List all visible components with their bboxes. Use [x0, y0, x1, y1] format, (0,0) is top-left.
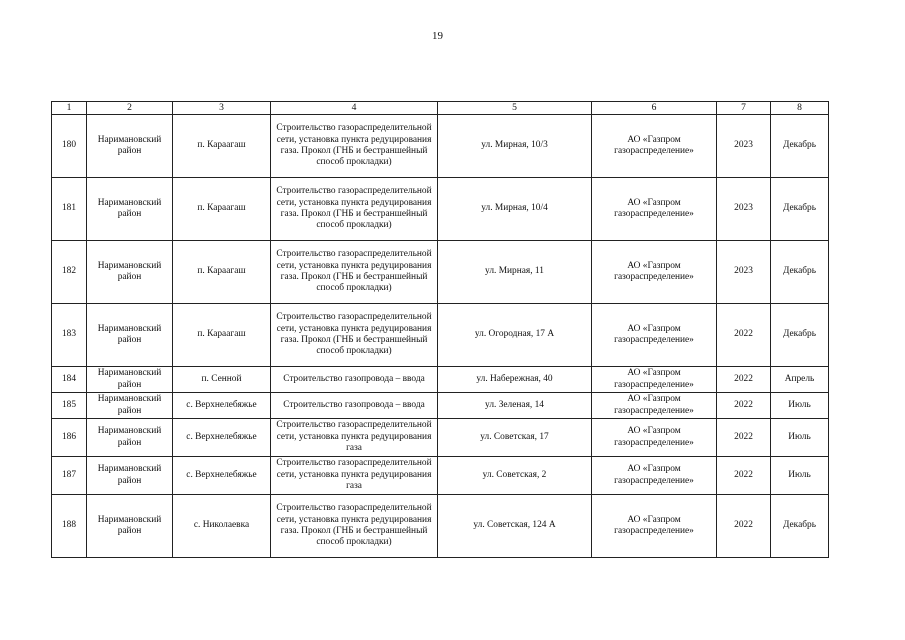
- address-cell: ул. Зеленая, 14: [438, 393, 592, 419]
- month-cell: Декабрь: [771, 178, 829, 241]
- locality-cell: п. Караагаш: [173, 115, 271, 178]
- address-cell: ул. Мирная, 10/4: [438, 178, 592, 241]
- organization-cell: АО «Газпром газораспределение»: [592, 419, 717, 457]
- year-cell: 2023: [717, 178, 771, 241]
- work-type-cell: Строительство газораспределительной сети, установка пункта редуцирования газа. Прокол (ГНБ и бестраншейный способ прокладки): [271, 495, 438, 558]
- work-type-cell: Строительство газораспределительной сети, установка пункта редуцирования газа. Прокол (ГНБ и бестраншейный способ прокладки): [271, 304, 438, 367]
- month-cell: Декабрь: [771, 495, 829, 558]
- year-cell: 2022: [717, 367, 771, 393]
- table-row: [52, 419, 829, 457]
- locality-cell: с. Верхнелебяжье: [173, 419, 271, 457]
- organization-cell: АО «Газпром газораспределение»: [592, 178, 717, 241]
- locality-cell: с. Николаевка: [173, 495, 271, 558]
- work-type-cell: Строительство газопровода – ввода: [271, 393, 438, 419]
- year-cell: 2022: [717, 393, 771, 419]
- organization-cell: АО «Газпром газораспределение»: [592, 115, 717, 178]
- month-cell: Декабрь: [771, 304, 829, 367]
- year-cell: 2022: [717, 495, 771, 558]
- work-type-cell: Строительство газораспределительной сети, установка пункта редуцирования газа. Прокол (ГНБ и бестраншейный способ прокладки): [271, 241, 438, 304]
- locality-cell: с. Верхнелебяжье: [173, 393, 271, 419]
- table-row: [52, 393, 829, 419]
- work-type-cell: Строительство газопровода – ввода: [271, 367, 438, 393]
- address-cell: ул. Советская, 124 А: [438, 495, 592, 558]
- work-type-cell: Строительство газораспределительной сети, установка пункта редуцирования газа: [271, 419, 438, 457]
- month-cell: Июль: [771, 419, 829, 457]
- header-cell-7: 7: [717, 102, 771, 115]
- table-row: [52, 241, 829, 304]
- district-cell: Наримановский район: [87, 367, 173, 393]
- table-row: [52, 178, 829, 241]
- organization-cell: АО «Газпром газораспределение»: [592, 304, 717, 367]
- address-cell: ул. Советская, 17: [438, 419, 592, 457]
- header-cell-6: 6: [592, 102, 717, 115]
- table-row: [52, 304, 829, 367]
- district-cell: Наримановский район: [87, 457, 173, 495]
- month-cell: Июль: [771, 457, 829, 495]
- row-number-cell: 182: [52, 241, 87, 304]
- work-type-cell: Строительство газораспределительной сети, установка пункта редуцирования газа. Прокол (ГНБ и бестраншейный способ прокладки): [271, 178, 438, 241]
- row-number-cell: 183: [52, 304, 87, 367]
- organization-cell: АО «Газпром газораспределение»: [592, 367, 717, 393]
- header-cell-1: 1: [52, 102, 87, 115]
- month-cell: Апрель: [771, 367, 829, 393]
- organization-cell: АО «Газпром газораспределение»: [592, 241, 717, 304]
- year-cell: 2022: [717, 419, 771, 457]
- page-number: 19: [432, 30, 443, 42]
- district-cell: Наримановский район: [87, 115, 173, 178]
- table-row: [52, 115, 829, 178]
- year-cell: 2023: [717, 241, 771, 304]
- table-row: [52, 457, 829, 495]
- locality-cell: с. Верхнелебяжье: [173, 457, 271, 495]
- district-cell: Наримановский район: [87, 241, 173, 304]
- table-body: [52, 115, 829, 558]
- table-row: [52, 495, 829, 558]
- header-cell-4: 4: [271, 102, 438, 115]
- organization-cell: АО «Газпром газораспределение»: [592, 495, 717, 558]
- year-cell: 2023: [717, 115, 771, 178]
- year-cell: 2022: [717, 457, 771, 495]
- row-number-cell: 181: [52, 178, 87, 241]
- address-cell: ул. Огородная, 17 А: [438, 304, 592, 367]
- organization-cell: АО «Газпром газораспределение»: [592, 393, 717, 419]
- district-cell: Наримановский район: [87, 419, 173, 457]
- district-cell: Наримановский район: [87, 304, 173, 367]
- table-row: [52, 367, 829, 393]
- header-cell-8: 8: [771, 102, 829, 115]
- organization-cell: АО «Газпром газораспределение»: [592, 457, 717, 495]
- header-cell-3: 3: [173, 102, 271, 115]
- locality-cell: п. Караагаш: [173, 241, 271, 304]
- month-cell: Декабрь: [771, 241, 829, 304]
- address-cell: ул. Мирная, 10/3: [438, 115, 592, 178]
- gas-works-table: [51, 101, 829, 558]
- month-cell: Июль: [771, 393, 829, 419]
- locality-cell: п. Караагаш: [173, 178, 271, 241]
- row-number-cell: 184: [52, 367, 87, 393]
- year-cell: 2022: [717, 304, 771, 367]
- address-cell: ул. Советская, 2: [438, 457, 592, 495]
- locality-cell: п. Сенной: [173, 367, 271, 393]
- work-type-cell: Строительство газораспределительной сети, установка пункта редуцирования газа: [271, 457, 438, 495]
- month-cell: Декабрь: [771, 115, 829, 178]
- district-cell: Наримановский район: [87, 178, 173, 241]
- header-cell-2: 2: [87, 102, 173, 115]
- address-cell: ул. Набережная, 40: [438, 367, 592, 393]
- district-cell: Наримановский район: [87, 393, 173, 419]
- row-number-cell: 180: [52, 115, 87, 178]
- work-type-cell: Строительство газораспределительной сети, установка пункта редуцирования газа. Прокол (ГНБ и бестраншейный способ прокладки): [271, 115, 438, 178]
- row-number-cell: 185: [52, 393, 87, 419]
- row-number-cell: 187: [52, 457, 87, 495]
- table-header-row: [52, 102, 829, 115]
- district-cell: Наримановский район: [87, 495, 173, 558]
- row-number-cell: 186: [52, 419, 87, 457]
- row-number-cell: 188: [52, 495, 87, 558]
- locality-cell: п. Караагаш: [173, 304, 271, 367]
- address-cell: ул. Мирная, 11: [438, 241, 592, 304]
- header-cell-5: 5: [438, 102, 592, 115]
